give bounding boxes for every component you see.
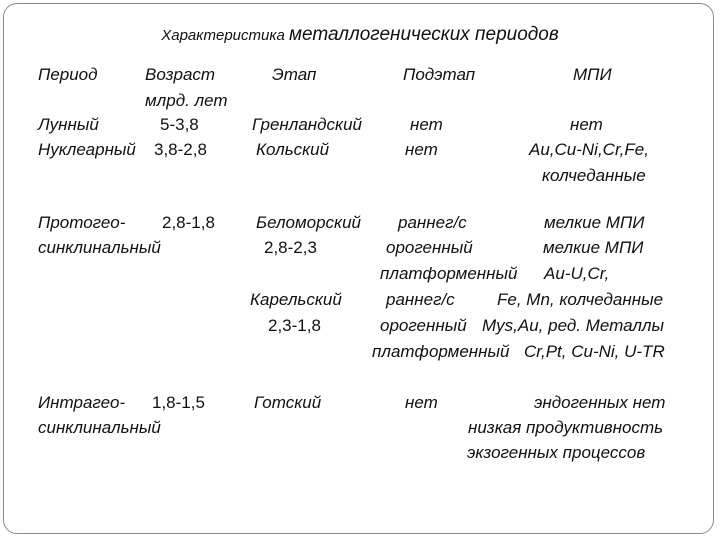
title-part-1: Характеристика	[161, 27, 289, 44]
mpi-karelsky-orogenic: Mys,Au, ред. Металлы	[482, 316, 665, 335]
mpi-karelsky-platform: Cr,Pt, Cu-Ni, U-TR	[524, 342, 665, 361]
header-age: Возраст	[145, 65, 216, 84]
age-karelsky: 2,3-1,8	[268, 316, 321, 335]
substage-karelsky-orogenic: орогенный	[380, 316, 467, 335]
substage-intra: нет	[405, 393, 438, 412]
title-part-2: металлогенических периодов	[288, 24, 559, 45]
mpi-intra-line2: низкая продуктивность	[468, 418, 664, 437]
period-proto-line1: Протогео-	[38, 213, 126, 232]
mpi-lunar: нет	[570, 115, 603, 134]
period-lunar: Лунный	[38, 115, 99, 134]
mpi-nuclear-line2: колчеданные	[542, 166, 646, 185]
mpi-nuclear-line1: Au,Cu-Ni,Cr,Fe,	[529, 140, 649, 159]
age-nuclear: 3,8-2,8	[154, 140, 207, 159]
header-mpi: МПИ	[573, 65, 612, 84]
age-belomorsky: 2,8-2,3	[264, 238, 317, 257]
period-nuclear: Нуклеарный	[38, 140, 136, 159]
stage-grenlandsky: Гренландский	[252, 115, 362, 134]
header-period: Период	[38, 65, 98, 84]
substage-karelsky-platform: платформенный	[372, 342, 510, 361]
substage-belomorsky-orogenic: орогенный	[386, 238, 473, 257]
age-proto: 2,8-1,8	[162, 213, 215, 232]
period-proto-line2: синклинальный	[38, 238, 161, 257]
age-lunar: 5-3,8	[160, 115, 199, 134]
stage-kolsky: Кольский	[256, 140, 330, 159]
age-intra: 1,8-1,5	[152, 393, 205, 412]
stage-gotsky: Готский	[254, 393, 322, 412]
stage-belomorsky: Беломорский	[256, 213, 361, 232]
slide-title	[0, 24, 720, 46]
header-stage: Этап	[272, 65, 317, 84]
header-substage: Подэтап	[403, 65, 476, 84]
period-intra-line1: Интрагео-	[38, 393, 126, 412]
substage-nuclear: нет	[405, 140, 438, 159]
substage-belomorsky-platform: платформенный	[380, 264, 518, 283]
mpi-belomorsky-orogenic: мелкие МПИ	[543, 238, 644, 257]
period-intra-line2: синклинальный	[38, 418, 161, 437]
substage-belomorsky-early: раннег/с	[398, 213, 467, 232]
mpi-belomorsky-platform: Au-U,Cr,	[544, 264, 610, 283]
substage-lunar: нет	[410, 115, 443, 134]
mpi-intra-line1: эндогенных нет	[534, 393, 666, 412]
substage-karelsky-early: раннег/с	[386, 290, 455, 309]
header-age-unit: млрд. лет	[145, 91, 228, 110]
mpi-karelsky-early: Fe, Mn, колчеданные	[497, 290, 664, 309]
mpi-intra-line3: экзогенных процессов	[467, 443, 646, 462]
mpi-belomorsky-early: мелкие МПИ	[544, 213, 645, 232]
stage-karelsky: Карельский	[250, 290, 342, 309]
